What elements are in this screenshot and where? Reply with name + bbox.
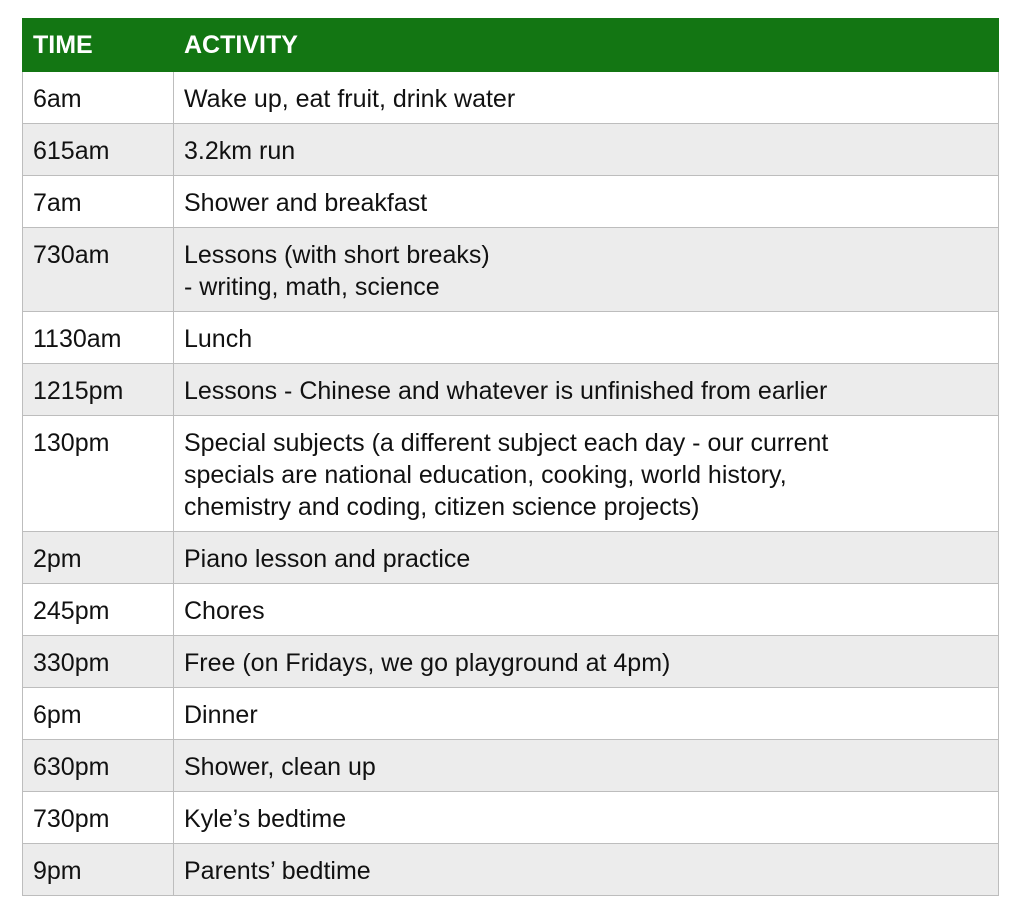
time-cell: 630pm xyxy=(23,740,174,792)
time-cell: 2pm xyxy=(23,532,174,584)
time-cell: 730pm xyxy=(23,792,174,844)
time-cell: 7am xyxy=(23,176,174,228)
table-row xyxy=(23,364,999,416)
activity-column-header: ACTIVITY xyxy=(174,19,999,72)
table-body xyxy=(23,72,999,896)
time-cell: 615am xyxy=(23,124,174,176)
table-row xyxy=(23,72,999,124)
table-row xyxy=(23,176,999,228)
schedule-table xyxy=(22,18,999,896)
activity-cell: Free (on Fridays, we go playground at 4pm) xyxy=(174,636,999,688)
activity-cell: Shower and breakfast xyxy=(174,176,999,228)
table-row xyxy=(23,844,999,896)
table-row xyxy=(23,740,999,792)
table-row xyxy=(23,532,999,584)
activity-cell: Dinner xyxy=(174,688,999,740)
time-column-header: TIME xyxy=(23,19,174,72)
table-header xyxy=(23,19,999,72)
activity-cell: Wake up, eat fruit, drink water xyxy=(174,72,999,124)
activity-cell: Lessons - Chinese and whatever is unfinished from earlier xyxy=(174,364,999,416)
time-cell: 330pm xyxy=(23,636,174,688)
activity-cell: Piano lesson and practice xyxy=(174,532,999,584)
table-row xyxy=(23,312,999,364)
time-cell: 9pm xyxy=(23,844,174,896)
activity-cell: Kyle’s bedtime xyxy=(174,792,999,844)
time-cell: 1215pm xyxy=(23,364,174,416)
table-row xyxy=(23,636,999,688)
activity-cell: Special subjects (a different subject each day - our current specials are national education, cooking, world history, chemistry and coding, citizen science projects) xyxy=(174,416,999,532)
activity-cell: Shower, clean up xyxy=(174,740,999,792)
time-cell: 6am xyxy=(23,72,174,124)
activity-cell: Parents’ bedtime xyxy=(174,844,999,896)
activity-cell: 3.2km run xyxy=(174,124,999,176)
table-row xyxy=(23,792,999,844)
header-row xyxy=(23,19,999,72)
table-row xyxy=(23,228,999,312)
time-cell: 1130am xyxy=(23,312,174,364)
time-cell: 245pm xyxy=(23,584,174,636)
table-row xyxy=(23,584,999,636)
activity-cell: Lunch xyxy=(174,312,999,364)
activity-cell: Lessons (with short breaks) - writing, math, science xyxy=(174,228,999,312)
time-cell: 730am xyxy=(23,228,174,312)
table-row xyxy=(23,124,999,176)
table-row xyxy=(23,416,999,532)
table-row xyxy=(23,688,999,740)
time-cell: 130pm xyxy=(23,416,174,532)
time-cell: 6pm xyxy=(23,688,174,740)
activity-cell: Chores xyxy=(174,584,999,636)
